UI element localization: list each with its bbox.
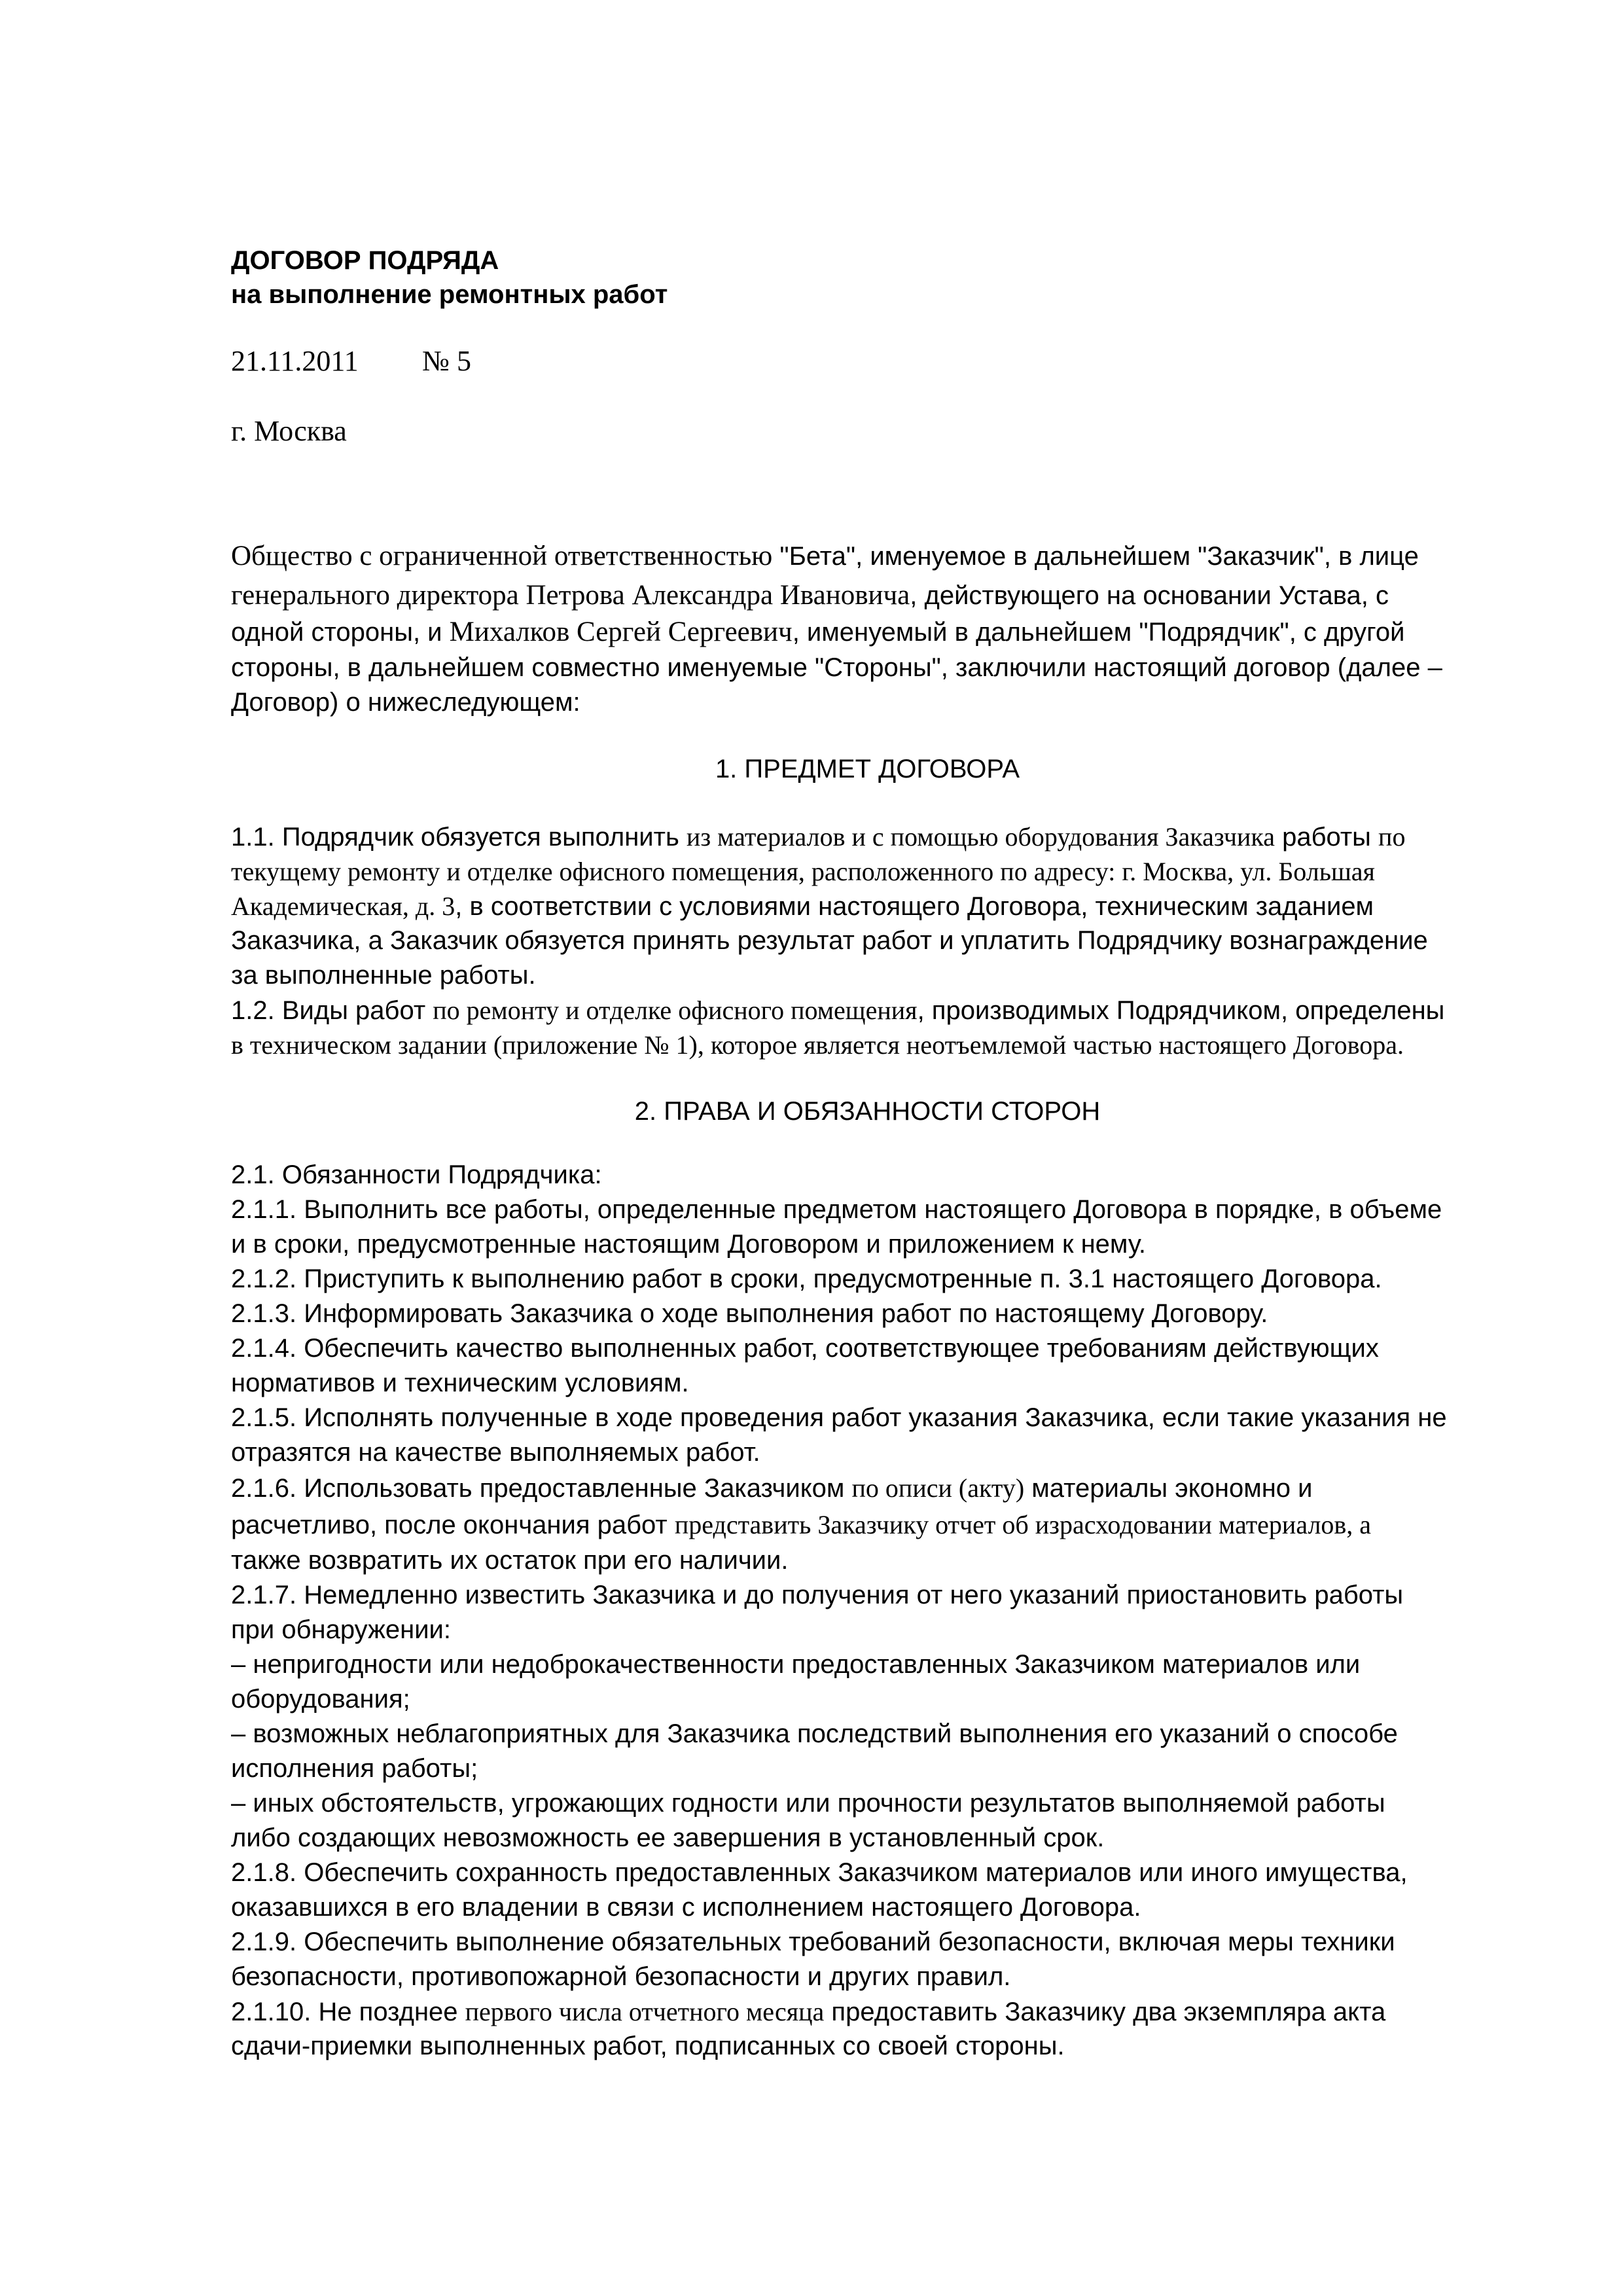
clause-line xyxy=(231,1786,1504,1821)
clause-text: – непригодности или недоброкачественности предоставленных Заказчиком материалов или xyxy=(231,1650,1361,1679)
intro-text: , действующего на основании Устава, с xyxy=(910,581,1389,610)
document-subtitle: на выполнение ремонтных работ xyxy=(231,280,668,309)
intro-line xyxy=(231,535,1504,577)
contract-date: 21.11.2011 xyxy=(231,345,359,377)
clause-line xyxy=(231,2029,1504,2064)
clause-text: за выполненные работы. xyxy=(231,961,536,990)
clause-text: работы xyxy=(1274,823,1379,852)
clause-text: Академическая, д. 3 xyxy=(231,891,455,921)
clause-line xyxy=(231,1401,1504,1435)
clause-line xyxy=(231,993,1504,1028)
clause-line xyxy=(231,889,1504,924)
clause-text: при обнаружении: xyxy=(231,1615,451,1644)
clause-text: 2.1.5. Исполнять полученные в ходе проведения работ указания Заказчика, если такие указания не xyxy=(231,1403,1447,1432)
clause-text: оказавшихся в его владении в связи с исполнением настоящего Договора. xyxy=(231,1893,1141,1922)
clause-text: 2.1. Обязанности Подрядчика: xyxy=(231,1160,602,1189)
clause-text: 2.1.9. Обеспечить выполнение обязательных требований безопасности, включая меры техники xyxy=(231,1928,1395,1956)
clause-line xyxy=(231,1647,1504,1682)
clause-text: первого числа отчетного месяца xyxy=(465,1997,825,2026)
clause-text: – иных обстоятельств, угрожающих годности или прочности результатов выполняемой работы xyxy=(231,1789,1385,1818)
clause-text: , в соответствии с условиями настоящего Договора, техническим заданием xyxy=(455,892,1374,921)
clause-text: 2.1.6. Использовать предоставленные Заказчиком xyxy=(231,1474,852,1503)
clause-line xyxy=(231,924,1504,958)
clause-text: исполнения работы; xyxy=(231,1754,478,1783)
clause-text: сдачи-приемки выполненных работ, подписанных со своей стороны. xyxy=(231,2032,1065,2060)
intro-line xyxy=(231,614,1504,651)
clause-line xyxy=(231,1717,1504,1751)
clause-text: либо создающих невозможность ее завершения в установленный срок. xyxy=(231,1823,1105,1852)
clause-line xyxy=(231,1331,1504,1366)
clause-text: , производимых Подрядчиком, определены xyxy=(917,996,1445,1025)
section-1-body xyxy=(231,819,1504,1062)
clause-line xyxy=(231,1613,1504,1647)
clause-line xyxy=(231,1682,1504,1717)
intro-line xyxy=(231,685,1504,720)
intro-text: "Бета", именуемое в дальнейшем "Заказчик", в лице xyxy=(772,542,1419,571)
clause-text: по ремонту и отделке офисного помещения xyxy=(433,996,918,1025)
document-title: ДОГОВОР ПОДРЯДА xyxy=(231,246,499,275)
section-2-body xyxy=(231,1158,1504,2064)
clause-line xyxy=(231,1028,1504,1062)
clause-text: по xyxy=(1378,822,1406,852)
clause-text: Заказчика, а Заказчик обязуется принять результат работ и уплатить Подрядчику вознаграждение xyxy=(231,926,1428,955)
clause-text: 2.1.2. Приступить к выполнению работ в сроки, предусмотренные п. 3.1 настоящего Договора. xyxy=(231,1265,1382,1293)
clause-text: – возможных неблагоприятных для Заказчика последствий выполнения его указаний о способе xyxy=(231,1719,1398,1748)
clause-line xyxy=(231,1543,1504,1578)
clause-text: по описи (акту) xyxy=(851,1473,1025,1503)
clause-text: материалы экономно и xyxy=(1024,1474,1313,1503)
clause-line xyxy=(231,1994,1504,2029)
clause-text: безопасности, противопожарной безопасности и других правил. xyxy=(231,1962,1011,1991)
clause-text: отразятся на качестве выполняемых работ. xyxy=(231,1438,760,1467)
clause-line xyxy=(231,1960,1504,1994)
clause-text: 2.1.4. Обеспечить качество выполненных работ, соответствующее требованиям действующих xyxy=(231,1334,1379,1363)
clause-text: предоставить Заказчику два экземпляра акта xyxy=(824,1998,1386,2026)
intro-text: стороны, в дальнейшем совместно именуемые "Стороны", заключили настоящий договор (далее – xyxy=(231,653,1442,682)
clause-text: оборудования; xyxy=(231,1685,410,1713)
clause-text: нормативов и техническим условиям. xyxy=(231,1369,689,1397)
clause-text: и в сроки, предусмотренные настоящим Договором и приложением к нему. xyxy=(231,1230,1146,1259)
intro-text: Михалков Сергей Сергеевич xyxy=(449,617,793,647)
clause-text: из материалов и с помощью оборудования Заказчика xyxy=(686,822,1275,852)
clause-text: в техническом задании (приложение № 1), которое является неотъемлемой частью настоящего Договора. xyxy=(231,1030,1404,1060)
clause-text: текущему ремонту и отделке офисного помещения, расположенного по адресу: г. Москва, ул. Большая xyxy=(231,857,1375,886)
clause-line xyxy=(231,1435,1504,1470)
intro-text: Общество с ограниченной ответственностью xyxy=(231,541,773,571)
intro-text: Договор) о нижеследующем: xyxy=(231,688,580,717)
clause-line xyxy=(231,1158,1504,1193)
intro-paragraph xyxy=(231,535,1504,720)
contract-city: г. Москва xyxy=(231,415,347,447)
clause-text: 2.1.3. Информировать Заказчика о ходе выполнения работ по настоящему Договору. xyxy=(231,1299,1268,1328)
clause-line xyxy=(231,1227,1504,1262)
intro-text: , именуемый в дальнейшем "Подрядчик", с другой xyxy=(792,618,1405,647)
clause-text: 2.1.7. Немедленно известить Заказчика и до получения от него указаний приостановить работы xyxy=(231,1581,1404,1609)
intro-text: одной стороны, и xyxy=(231,618,450,647)
clause-text: представить Заказчику отчет об израсходовании материалов, а xyxy=(674,1510,1372,1539)
clause-line xyxy=(231,1751,1504,1786)
clause-line xyxy=(231,958,1504,993)
clause-line xyxy=(231,1470,1504,1507)
clause-text: также возвратить их остаток при его наличии. xyxy=(231,1546,789,1575)
clause-text: расчетливо, после окончания работ xyxy=(231,1511,675,1539)
clause-text: 2.1.1. Выполнить все работы, определенные предметом настоящего Договора в порядке, в объеме xyxy=(231,1195,1442,1224)
clause-line xyxy=(231,1856,1504,1890)
intro-line xyxy=(231,651,1504,685)
intro-line xyxy=(231,577,1504,614)
clause-line xyxy=(231,1890,1504,1925)
clause-line xyxy=(231,1297,1504,1331)
clause-text: 2.1.8. Обеспечить сохранность предоставленных Заказчиком материалов или иного имущества, xyxy=(231,1858,1408,1887)
clause-text: 2.1.10. Не позднее xyxy=(231,1998,465,2026)
clause-text: 1.1. Подрядчик обязуется выполнить xyxy=(231,823,687,852)
clause-line xyxy=(231,1578,1504,1613)
contract-number: № 5 xyxy=(422,345,471,377)
clause-line xyxy=(231,854,1504,889)
clause-line xyxy=(231,1262,1504,1297)
clause-line xyxy=(231,1925,1504,1960)
clause-line xyxy=(231,1366,1504,1401)
section-1-heading: 1. ПРЕДМЕТ ДОГОВОРА xyxy=(715,755,1020,783)
clause-line xyxy=(231,819,1504,854)
clause-text: 1.2. Виды работ xyxy=(231,996,433,1025)
clause-line xyxy=(231,1193,1504,1227)
section-2-heading: 2. ПРАВА И ОБЯЗАННОСТИ СТОРОН xyxy=(634,1097,1101,1126)
clause-line xyxy=(231,1507,1504,1543)
intro-text: генерального директора Петрова Александра Ивановича xyxy=(231,580,910,611)
clause-line xyxy=(231,1821,1504,1856)
